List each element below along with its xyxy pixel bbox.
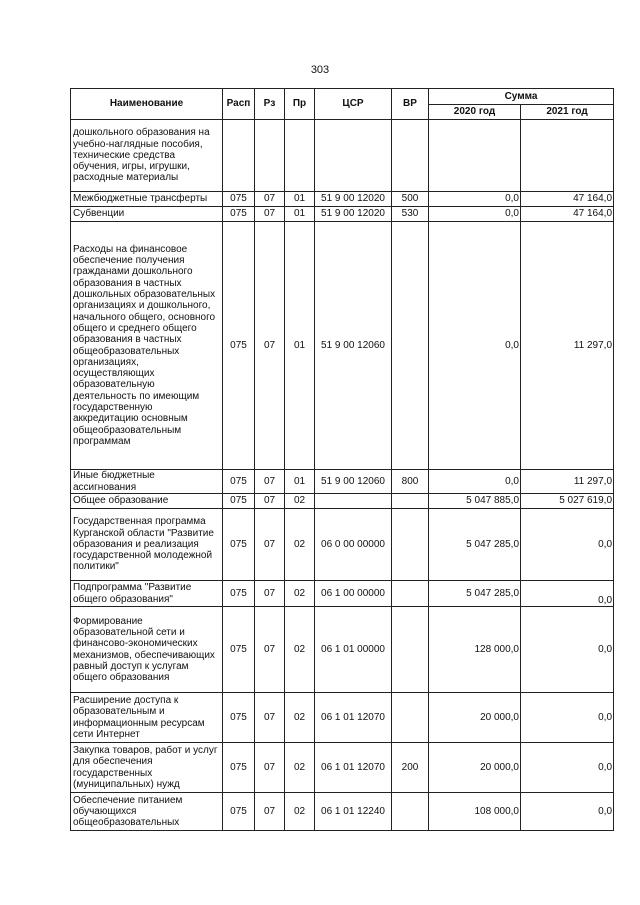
row-pr: 02 — [285, 693, 315, 743]
row-rz: 07 — [255, 581, 285, 607]
row-pr: 01 — [285, 222, 315, 470]
row-vr: 200 — [392, 743, 429, 793]
row-csr: 06 0 00 00000 — [315, 509, 392, 581]
table-row — [71, 607, 614, 693]
row-2020: 5 047 285,0 — [429, 581, 521, 607]
row-rz: 07 — [255, 793, 285, 831]
table-row — [71, 743, 614, 793]
row-2020: 0,0 — [429, 470, 521, 494]
row-rasp — [223, 120, 255, 192]
row-rasp: 075 — [223, 222, 255, 470]
row-2021: 0,0 — [521, 743, 614, 793]
row-rz: 07 — [255, 470, 285, 494]
row-2020: 5 047 885,0 — [429, 494, 521, 509]
row-rasp: 075 — [223, 192, 255, 207]
row-2020: 0,0 — [429, 192, 521, 207]
table-row — [71, 470, 614, 494]
page-number: 303 — [310, 64, 330, 76]
row-vr — [392, 120, 429, 192]
row-rz: 07 — [255, 607, 285, 693]
row-rz: 07 — [255, 509, 285, 581]
table-row — [71, 192, 614, 207]
row-2020: 20 000,0 — [429, 693, 521, 743]
row-csr: 51 9 00 12060 — [315, 222, 392, 470]
row-vr — [392, 793, 429, 831]
row-rasp: 075 — [223, 494, 255, 509]
row-2021: 11 297,0 — [521, 222, 614, 470]
row-2021: 0,0 — [521, 693, 614, 743]
table-row — [71, 207, 614, 222]
row-pr: 02 — [285, 509, 315, 581]
table-row — [71, 120, 614, 192]
row-vr — [392, 222, 429, 470]
row-name: Расширение доступа к образовательным и информационным ресурсам сети Интернет — [71, 693, 223, 743]
row-rz: 07 — [255, 207, 285, 222]
row-name: Подпрограмма "Развитие общего образования" — [71, 581, 223, 607]
row-csr: 51 9 00 12020 — [315, 207, 392, 222]
row-2020: 20 000,0 — [429, 743, 521, 793]
row-rasp: 075 — [223, 743, 255, 793]
header-rasp: Расп — [223, 89, 255, 120]
row-name: Общее образование — [71, 494, 223, 509]
row-rasp: 075 — [223, 581, 255, 607]
row-rasp: 075 — [223, 607, 255, 693]
row-2021: 47 164,0 — [521, 207, 614, 222]
row-pr: 02 — [285, 494, 315, 509]
row-vr — [392, 494, 429, 509]
table-row — [71, 494, 614, 509]
row-2021: 11 297,0 — [521, 470, 614, 494]
row-csr — [315, 120, 392, 192]
row-name: Иные бюджетные ассигнования — [71, 470, 223, 494]
row-name: Обеспечение питанием обучающихся общеобразовательных — [71, 793, 223, 831]
row-name: Межбюджетные трансферты — [71, 192, 223, 207]
row-name: дошкольного образования на учебно-наглядные пособия, технические средства обучения, игры, игрушки, расходные материалы — [71, 120, 223, 192]
row-2021: 0,0 — [521, 509, 614, 581]
header-sum: Сумма — [429, 89, 614, 105]
row-2020: 5 047 285,0 — [429, 509, 521, 581]
table-row — [71, 793, 614, 831]
row-rasp: 075 — [223, 509, 255, 581]
row-vr: 500 — [392, 192, 429, 207]
row-csr: 06 1 01 12070 — [315, 743, 392, 793]
row-rz — [255, 120, 285, 192]
row-rasp: 075 — [223, 793, 255, 831]
row-name: Субвенции — [71, 207, 223, 222]
row-2020: 0,0 — [429, 207, 521, 222]
row-vr — [392, 607, 429, 693]
row-2021: 0,0 — [521, 581, 614, 607]
row-name: Закупка товаров, работ и услуг для обеспечения государственных (муниципальных) нужд — [71, 743, 223, 793]
row-name: Расходы на финансовое обеспечение получения гражданами дошкольного образования в частных дошкольных образовательных организациях и дошкольного, начального общего, основного общего и среднего общего образования в частных общеобразовательных организациях, осуществляющих образовательную деятельность по имеющим государственную аккредитацию основным общеобразовательным программам — [71, 222, 223, 470]
row-rz: 07 — [255, 494, 285, 509]
row-pr: 01 — [285, 470, 315, 494]
row-name: Формирование образовательной сети и финансово-экономических механизмов, обеспечивающих равный доступ к услугам общего образования — [71, 607, 223, 693]
row-rz: 07 — [255, 222, 285, 470]
row-2020: 128 000,0 — [429, 607, 521, 693]
row-2020: 108 000,0 — [429, 793, 521, 831]
row-csr: 06 1 01 12240 — [315, 793, 392, 831]
row-csr — [315, 494, 392, 509]
row-name: Государственная программа Курганской области "Развитие образования и реализация государственной молодежной политики" — [71, 509, 223, 581]
row-csr: 51 9 00 12020 — [315, 192, 392, 207]
row-pr: 01 — [285, 207, 315, 222]
table-row — [71, 693, 614, 743]
row-vr — [392, 509, 429, 581]
row-rasp: 075 — [223, 207, 255, 222]
table-row — [71, 222, 614, 470]
table-row — [71, 581, 614, 607]
row-2020: 0,0 — [429, 222, 521, 470]
row-pr — [285, 120, 315, 192]
row-vr — [392, 581, 429, 607]
header-2021: 2021 год — [521, 105, 614, 120]
row-csr: 06 1 00 00000 — [315, 581, 392, 607]
row-2021: 0,0 — [521, 607, 614, 693]
row-csr: 06 1 01 12070 — [315, 693, 392, 743]
header-2020: 2020 год — [429, 105, 521, 120]
header-vr: ВР — [392, 89, 429, 120]
row-csr: 06 1 01 00000 — [315, 607, 392, 693]
table-header — [71, 89, 614, 120]
row-2021: 47 164,0 — [521, 192, 614, 207]
row-pr: 02 — [285, 607, 315, 693]
header-rz: Рз — [255, 89, 285, 120]
row-2021: 5 027 619,0 — [521, 494, 614, 509]
row-csr: 51 9 00 12060 — [315, 470, 392, 494]
row-2021 — [521, 120, 614, 192]
row-vr: 530 — [392, 207, 429, 222]
row-vr — [392, 693, 429, 743]
row-pr: 02 — [285, 581, 315, 607]
row-rz: 07 — [255, 693, 285, 743]
row-rasp: 075 — [223, 693, 255, 743]
row-pr: 02 — [285, 793, 315, 831]
header-name: Наименование — [71, 89, 223, 120]
table-row — [71, 509, 614, 581]
row-rz: 07 — [255, 192, 285, 207]
row-vr: 800 — [392, 470, 429, 494]
row-2020 — [429, 120, 521, 192]
row-pr: 01 — [285, 192, 315, 207]
row-pr: 02 — [285, 743, 315, 793]
row-2021: 0,0 — [521, 793, 614, 831]
row-rz: 07 — [255, 743, 285, 793]
budget-table — [70, 88, 614, 831]
header-csr: ЦСР — [315, 89, 392, 120]
row-rasp: 075 — [223, 470, 255, 494]
header-pr: Пр — [285, 89, 315, 120]
